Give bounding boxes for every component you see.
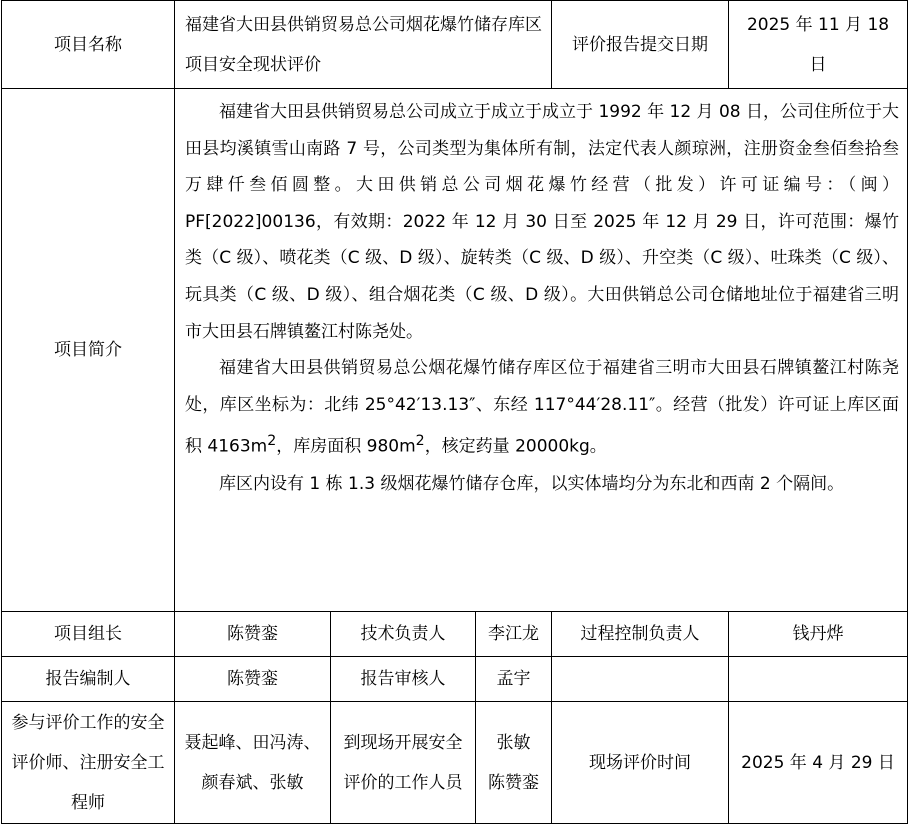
project-leader-value: 陈赞銮 bbox=[175, 612, 331, 657]
process-control-value: 钱丹烨 bbox=[729, 612, 908, 657]
project-name-label: 项目名称 bbox=[2, 1, 175, 89]
intro-paragraph-2-a: 福建省大田县供销贸易总公烟花爆竹储存库区位于福建省三明市大田县石牌镇鳌江村陈尧处，库区坐标为：北纬 25°42′13.13″、东经 117°44′28.11″。经营（批发）许可证上库区面积 4163m bbox=[185, 358, 900, 457]
process-control-label: 过程控制负责人 bbox=[552, 612, 729, 657]
onsite-time-label: 现场评价时间 bbox=[552, 702, 729, 824]
evaluation-row bbox=[2, 702, 908, 824]
storage-unit-superscript: 2 bbox=[415, 433, 425, 450]
report-info-table bbox=[1, 0, 908, 824]
intro-paragraph-2 bbox=[185, 350, 899, 465]
participants-label: 参与评价工作的安全评价师、注册安全工程师 bbox=[2, 702, 175, 824]
participants-value: 聂起峰、田冯涛、颜春斌、张敏 bbox=[175, 702, 331, 824]
report-reviewer-label: 报告审核人 bbox=[331, 657, 476, 702]
tech-lead-value: 李江龙 bbox=[476, 612, 552, 657]
project-intro-label: 项目简介 bbox=[2, 89, 175, 612]
intro-paragraph-2-b: ，库房面积 980m bbox=[276, 437, 416, 457]
project-intro-row bbox=[2, 89, 908, 612]
project-name-row bbox=[2, 1, 908, 89]
intro-paragraph-2-c: ，核定药量 20000kg。 bbox=[424, 437, 607, 457]
team-row bbox=[2, 612, 908, 657]
onsite-staff-2: 陈赞銮 bbox=[488, 772, 539, 793]
empty-cell bbox=[729, 657, 908, 702]
onsite-staff-1: 张敏 bbox=[496, 732, 531, 753]
project-leader-label: 项目组长 bbox=[2, 612, 175, 657]
onsite-staff-label: 到现场开展安全评价的工作人员 bbox=[331, 702, 476, 824]
intro-paragraph-3: 库区内设有 1 栋 1.3 级烟花爆竹储存仓库，以实体墙均分为东北和西南 2 个隔间。 bbox=[219, 473, 845, 494]
report-writer-value: 陈赞銮 bbox=[175, 657, 331, 702]
onsite-staff-value bbox=[476, 702, 552, 824]
submit-date-label: 评价报告提交日期 bbox=[552, 1, 729, 89]
project-name-value: 福建省大田县供销贸易总公司烟花爆竹储存库区项目安全现状评价 bbox=[175, 1, 552, 89]
submit-date-value: 2025 年 11 月 18 日 bbox=[729, 1, 908, 89]
area-unit-superscript: 2 bbox=[267, 433, 277, 450]
intro-paragraph-1: 福建省大田县供销贸易总公司成立于成立于成立于 1992 年 12 月 08 日，公司住所位于大田县均溪镇雪山南路 7 号，公司类型为集体所有制，法定代表人颜琼洲，注册资金叁佰叁拾叁万肆仟叁佰圆整。大田供销总公司烟花爆竹经营（批发）许可证编号：（闽）PF[2022]00136，有效期：2022 年 12 月 30 日至 2025 年 12 月 29 日，许可范围：爆竹类（C 级）、喷花类（C 级、D 级）、旋转类（C 级、D 级）、升空类（C 级）、吐珠类（C 级）、玩具类（C 级、D 级）、组合烟花类（C 级、D 级）。大田供销总公司仓储地址位于福建省三明市大田县石牌镇鳌江村陈尧处。 bbox=[185, 102, 900, 342]
report-row bbox=[2, 657, 908, 702]
empty-cell bbox=[552, 657, 729, 702]
report-writer-label: 报告编制人 bbox=[2, 657, 175, 702]
report-reviewer-value: 孟宇 bbox=[476, 657, 552, 702]
project-intro-content bbox=[175, 89, 908, 612]
tech-lead-label: 技术负责人 bbox=[331, 612, 476, 657]
onsite-time-value: 2025 年 4 月 29 日 bbox=[729, 702, 908, 824]
